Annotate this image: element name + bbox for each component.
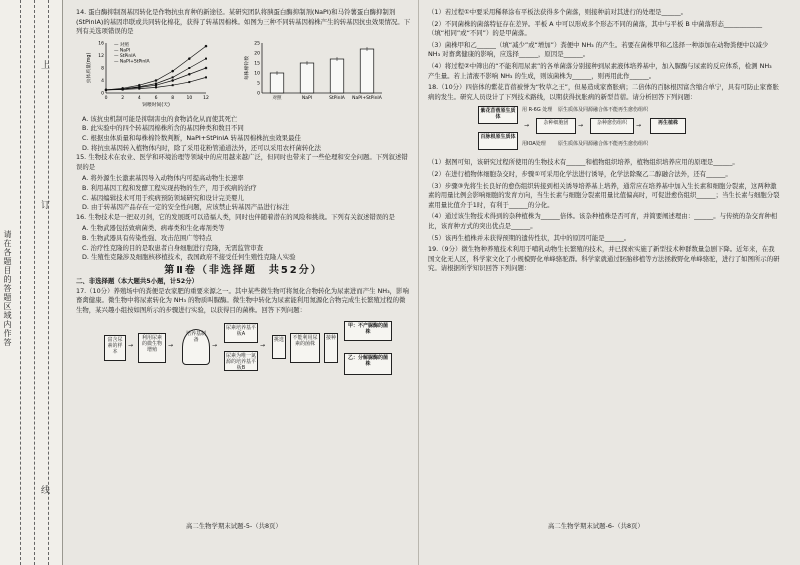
q17-flow-diagram bbox=[76, 319, 411, 377]
legend-entry: — NaPI bbox=[114, 48, 131, 54]
q14-stem: 14. 蛋白酶抑制剂基因转化是作物抗虫育种的新途径。某研究团队将胰蛋白酶抑制剂(NaPI)和马铃薯蛋白酶抑制剂(StPinIA)的基因串联或共同转化棉花，获得了转基因棉株。如图为三种不同转基因棉株产生的转基因抗虫效果情况。下列有关选项错误的是 bbox=[76, 8, 411, 36]
left-page bbox=[76, 8, 411, 538]
y-tick-label: 15 bbox=[254, 61, 260, 67]
q18-part1: （1）据图可知，该研究过程所使用的生物技术有______和植物组织培养，植物组织培养应用的原理是______。 bbox=[428, 158, 739, 167]
q15-option-b: B. 利用基因工程和发酵工程实现药物的生产，用于疾病的治疗 bbox=[82, 183, 257, 192]
q16-option-c: C. 治疗性克隆的目的是取患者自身细胞进行克隆，无需监管审查 bbox=[82, 243, 264, 252]
data-point bbox=[205, 45, 207, 47]
data-point bbox=[155, 84, 157, 86]
q18-stem: 18.（10分）四倍体的紫花苜蓿被誉为“牧草之王”，但易造成家畜胀病；二倍体的百脉根因富含缩合单宁，具有可防止家畜胀病的发生。研究人员设计了下列技术路线，以期获得抗胀病的新型苜蓿。请分析回答下列问题： bbox=[428, 83, 779, 101]
category-label: NaPI bbox=[301, 95, 313, 101]
data-point bbox=[122, 88, 124, 90]
part2-title: 第Ⅱ卷（非选择题 共52分） bbox=[164, 264, 323, 276]
label-no-regen-2: 原生质体及同源融合体不能再生愈伤组织 bbox=[558, 141, 649, 148]
label-no-regen-1: 原生质体及同源融合体不能再生愈伤组织 bbox=[558, 107, 649, 114]
q15-option-d: D. 由于转基因产品存在一定的安全性问题，应该禁止转基因产品进行标注 bbox=[82, 203, 290, 212]
flow-box-alfalfa: 紫花苜蓿原生质体 bbox=[478, 106, 518, 124]
y-tick-label: 0 bbox=[101, 91, 104, 97]
label-ioa: 用IOA处理 bbox=[522, 141, 546, 148]
data-point bbox=[205, 76, 207, 78]
flow-box-sample: 富含尿素的样本 bbox=[104, 335, 126, 361]
category-label: 对照 bbox=[272, 95, 282, 101]
data-point bbox=[188, 73, 190, 75]
q16-option-a: A. 生物武器包括致病菌类、病毒类和生化毒剂类等 bbox=[82, 224, 225, 233]
data-point bbox=[172, 84, 174, 86]
q19-stem: 19.（9分）微生物种养殖技术利用于哺乳动物生长繁殖的技术，并已探索实施了新型技术种群数量急剧下降。近年来，在我国文化无人区，科学家文化了小规模野化单峰骆驼群。科学家就通过胚胎移植等方法拯救野化单峰骆驼，进行了如图所示的研究。请根据所学知识回答下列问题： bbox=[428, 245, 780, 273]
y-tick-label: 4 bbox=[101, 78, 104, 84]
y-tick-label: 0 bbox=[257, 91, 260, 97]
arrow-icon: → bbox=[524, 122, 530, 130]
data-point bbox=[172, 70, 174, 72]
category-label: NaPI+StPinIA bbox=[352, 95, 382, 101]
flow-box-lotus: 百脉根原生质体 bbox=[478, 132, 518, 150]
flow-box-inoculate: 接种 bbox=[324, 333, 338, 363]
data-point bbox=[205, 57, 207, 59]
q16-option-b: B. 生物武器具有传染性强、攻击范围广等特点 bbox=[82, 233, 212, 242]
q17-stem: 17.（10分）养殖场中的粪便是农家肥的重要来源之一。其中某些微生物可将氮化合物转化为尿素进而产生 NH₃，影响畜禽健康。微生物中将尿素转化为 NH₃ 的物质叫脲酶。微生物中转化为尿素能利用氮源化合物完成生长繁殖过程的微生物，某兴趣小组按如图所示的步骤进行实验，以获得目的菌株。回答下列问题： bbox=[76, 286, 409, 315]
q15-option-c: C. 基因编辑技术可用于疾病预防领域研究和设计完美婴儿 bbox=[82, 193, 244, 202]
mark-ding: 订 bbox=[39, 200, 49, 209]
q18-part3: （3）步骤③先将生长良好的愈伤组织转接到相关诱导培养基上培养，通常应在培养基中加入生长素和细胞分裂素，这两种激素的用量比例会影响细胞的发育方向，当生长素与细胞分裂素用量比值偏高时，可促进愈伤组织______；当生长素与细胞分裂素用量比值介于1时，有利于______的分化。 bbox=[428, 181, 780, 209]
y-axis-label: 每株棉铃数 bbox=[245, 55, 250, 80]
flow-box-non-urea: 不能利用尿素的菌株 bbox=[290, 333, 320, 363]
flow-box-enrich: 利用尿素的微生物增殖 bbox=[138, 333, 166, 363]
y-tick-label: 20 bbox=[254, 51, 260, 57]
q14-figures bbox=[84, 39, 411, 111]
label-r6g: 用 R-6G 处理 bbox=[522, 107, 553, 114]
x-tick-label: 0 bbox=[104, 95, 108, 101]
x-tick-label: 8 bbox=[171, 95, 175, 101]
flow-box-select: 挑选 bbox=[272, 335, 286, 359]
flow-box-hybrid-cell: 杂种细胞团 bbox=[536, 118, 576, 134]
data-point bbox=[188, 67, 190, 69]
x-tick-label: 2 bbox=[121, 95, 125, 101]
q18-part4: （4）通过该生物技术得到的杂种植株为______倍体。该杂种植株是否可育，并简要阐述理由：______。与传统的杂交育种相比，该育种方式的突出优点是______。 bbox=[428, 212, 778, 230]
flow-box-plate-a: 尿素培养基平板A bbox=[224, 323, 258, 343]
data-point bbox=[155, 86, 157, 88]
q15-stem: 15. 生物技术在农业、医学和环境治理等领域中的应用越来越广泛，但同时也带来了一些伦理和安全问题。下列叙述错误的是 bbox=[76, 153, 408, 171]
y-tick-label: 16 bbox=[98, 41, 104, 47]
data-point bbox=[205, 67, 207, 69]
arrow-icon: → bbox=[128, 341, 134, 349]
bar bbox=[360, 49, 374, 93]
q17-part4: （4）将过程②中筛出的“不能利用尿素”的各单菌落分别接种到尿素液体培养基中，加入脲酶与尿素的反应体系，检测 NH₃ 产生量。若上清液不影响 NH₃ 的生成，则该菌株为______，则再用此作______。 bbox=[428, 61, 772, 80]
dashed-line bbox=[34, 0, 35, 565]
y-tick-label: 12 bbox=[98, 53, 104, 59]
right-footer: 高二生物学期末试题-6-（共8页） bbox=[548, 522, 644, 531]
flow-box-plant: 再生植株 bbox=[650, 118, 686, 134]
mark-xian: 线 bbox=[39, 485, 49, 494]
flask-icon: 培养基制备 bbox=[182, 329, 210, 365]
q17-part3: （3）菌株甲和乙______（填“减少”或“增加”）粪便中 NH₃ 的产生。若要在菌株甲和乙选择一种添加在动物粪便中以减少 NH₃ 对畜禽健康的影响，应选择______，原因是______。 bbox=[428, 40, 769, 59]
flow-box-callus: 杂种愈伤组织 bbox=[590, 118, 634, 134]
arrow-icon: → bbox=[636, 122, 642, 130]
mark-top: 上 bbox=[39, 60, 49, 69]
arrow-icon: → bbox=[212, 341, 218, 349]
y-tick-label: 8 bbox=[101, 66, 104, 72]
dashed-line bbox=[48, 0, 49, 565]
section2-heading: 二、非选择题（本大题共5小题，计52分） bbox=[76, 277, 198, 286]
bar-chart bbox=[242, 39, 392, 111]
q17-part2: （2）不同菌株的菌落特征存在差异。平板 A 中可以形成多个形态不同的菌落，其中与平板 B 中菌落形态____________（填“相同”或“不同”）的是甲菌落。 bbox=[428, 19, 763, 38]
q14-option-c: C. 根据虫体质量和每株棉铃数判断，NaPI+StPinIA 转基因棉株抗虫效果最佳 bbox=[82, 133, 301, 142]
y-axis-label: 虫体质量(mg) bbox=[87, 52, 92, 84]
y-tick-label: 5 bbox=[257, 81, 260, 87]
q14-option-b: B. 此实验中的四个转基因棉株所含的基因种类和数目不同 bbox=[82, 124, 244, 133]
data-point bbox=[138, 87, 140, 89]
data-point bbox=[188, 57, 190, 59]
flow-box-strain-b: 乙：分解脲酶的菌株 bbox=[344, 353, 392, 375]
legend-entry: — StPinIA bbox=[114, 53, 136, 59]
legend-entry: — 对照 bbox=[114, 42, 129, 48]
binding-margin bbox=[0, 0, 63, 565]
q18-part2: （2）在进行植物体细胞杂交时，步骤①可采用化学法进行诱导，化学法除聚乙二醇融合法外，还有______。 bbox=[428, 169, 732, 178]
data-point bbox=[172, 76, 174, 78]
q18-part5: （5）该再生植株并未获得预期的遗传性状，其中的原因可能是______。 bbox=[428, 233, 631, 242]
q16-stem: 16. 生物技术是一把双刃剑，它的发展既可以造福人类，同时也伴随着潜在的风险和挑战。下列有关叙述错误的是 bbox=[76, 212, 395, 221]
data-point bbox=[188, 81, 190, 83]
line-chart bbox=[84, 39, 234, 111]
bar bbox=[300, 63, 314, 93]
category-label: StPinIA bbox=[329, 95, 345, 101]
q14-option-d: D. 将抗虫基因转入植物体内时，除了采用花粉管通道法外，还可以采用农杆菌转化法 bbox=[82, 143, 322, 152]
page-divider bbox=[418, 0, 419, 565]
data-point bbox=[155, 79, 157, 81]
x-tick-label: 4 bbox=[137, 95, 141, 101]
q15-option-a: A. 将外源生长激素基因导入动物体内可提高动物生长速率 bbox=[82, 174, 244, 183]
data-point bbox=[105, 89, 107, 91]
y-tick-label: 25 bbox=[254, 41, 260, 47]
bar bbox=[330, 59, 344, 93]
flow-box-strain-a: 甲：不产脲酶的菌株 bbox=[344, 321, 392, 341]
bar bbox=[270, 73, 284, 93]
x-tick-label: 6 bbox=[154, 95, 158, 101]
binding-tip: 请在各题目的答题区域内作答 bbox=[3, 230, 12, 347]
x-tick-label: 10 bbox=[186, 95, 193, 101]
arrow-icon: → bbox=[578, 122, 584, 130]
q14-option-a: A. 该抗虫机制可能是抑制害虫的食物消化从而使其死亡 bbox=[82, 114, 238, 123]
q18-flow-diagram bbox=[478, 106, 780, 154]
y-tick-label: 10 bbox=[254, 71, 260, 77]
q17-part1: （1）若过程①中要采用稀释涂布平板法获得多个菌落，则接种前对其进行的处理是______。 bbox=[428, 8, 688, 16]
data-point bbox=[172, 79, 174, 81]
dashed-line bbox=[20, 0, 21, 565]
arrow-icon: → bbox=[168, 341, 174, 349]
x-tick-label: 12 bbox=[203, 95, 209, 101]
left-footer: 高二生物学期末试题-5-（共8页） bbox=[186, 522, 282, 531]
flow-box-plate-b: 尿素为唯一氮源的培养基平板B bbox=[226, 352, 257, 371]
q16-option-d: D. 生殖性克隆涉及细胞核移植技术，我国政府不接受任何生殖性克隆人实验 bbox=[82, 253, 296, 262]
x-axis-label: 饲喂时间(天) bbox=[142, 102, 170, 108]
legend-entry: — NaPI+StPinIA bbox=[114, 59, 150, 65]
arrow-icon: → bbox=[260, 341, 266, 349]
right-page bbox=[428, 8, 780, 538]
